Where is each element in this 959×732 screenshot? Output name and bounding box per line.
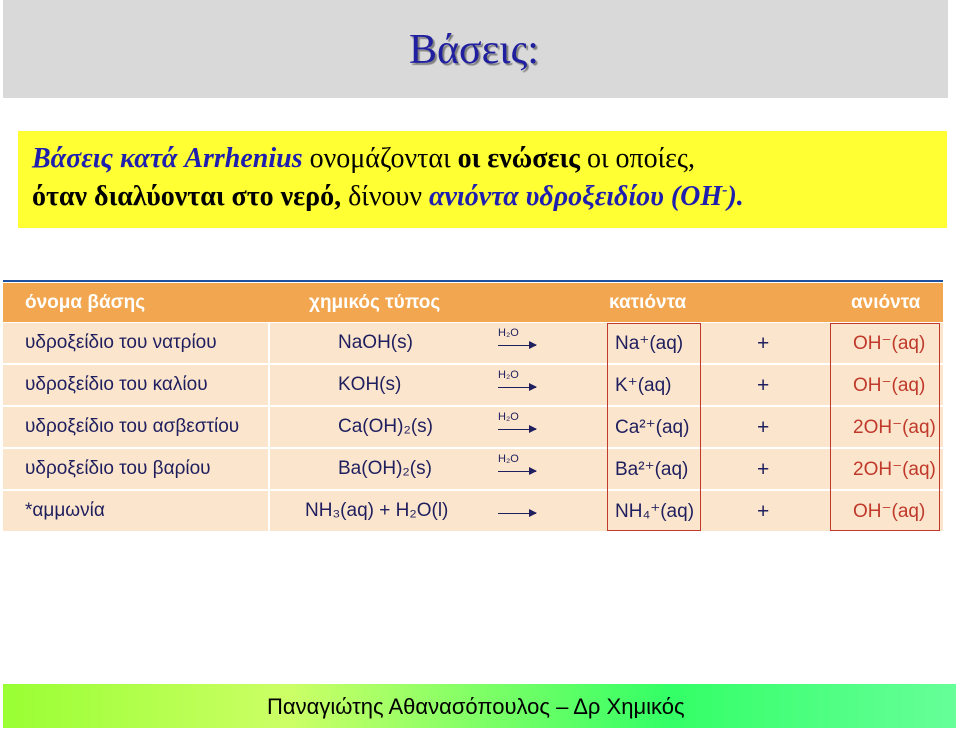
plus-sign: + [757,458,770,481]
definition-hydroxide-charge: - [722,181,728,199]
definition-term: Βάσεις κατά Arrhenius [32,143,303,174]
header-cations: κατιόντα [609,292,687,313]
definition-emphasis: όταν διαλύονται στο νερό, [32,181,342,212]
footer-bar [3,684,956,728]
definition-text: ονομάζονται [302,143,458,174]
cation: Na⁺(aq) [615,333,684,354]
plus-sign: + [757,500,770,523]
plus-sign: + [757,416,770,439]
table-row [3,407,943,447]
arrow-icon [498,471,536,472]
anion: 2OH⁻(aq) [853,459,936,480]
chemical-formula: NH₃(aq) + H₂O(l) [305,500,449,521]
cation: Ca²⁺(aq) [615,417,690,438]
header-anions: ανιόντα [851,292,921,313]
chemical-formula: NaOH(s) [338,332,413,353]
arrow-label: H₂O [498,411,519,423]
arrow-icon [498,429,536,430]
anion: OH⁻(aq) [853,501,926,522]
table-row [3,323,943,363]
arrow-icon [498,387,536,388]
header-formula: χημικός τύπος [309,292,441,313]
chemical-formula: Ba(OH)₂(s) [338,458,432,479]
plus-sign: + [757,374,770,397]
base-name: υδροξείδιο του νατρίου [25,332,217,353]
slide-title: Βάσεις: [409,27,539,73]
footer-author: Παναγιώτης Αθανασόπουλος – Δρ Χημικός [267,694,685,719]
definition-hydroxide-end: ). [727,181,744,212]
definition-box [18,131,947,228]
anion: OH⁻(aq) [853,375,926,396]
dissociation-arrow [498,411,536,430]
plus-sign: + [757,332,770,355]
arrow-label: H₂O [498,369,519,381]
table-row [3,449,943,489]
base-name: υδροξείδιο του ασβεστίου [25,416,240,437]
table-row [3,365,943,405]
cation: K⁺(aq) [615,375,672,396]
table-header [3,283,943,322]
bases-table [3,280,943,530]
cations-highlight-box [607,323,701,531]
arrow-icon [498,345,536,346]
base-name: υδροξείδιο του καλίου [25,374,208,395]
arrow-label: H₂O [498,327,519,339]
base-name: υδροξείδιο του βαρίου [25,458,211,479]
title-bar [3,0,948,98]
definition-hydroxide: ανιόντα υδροξειδίου (OH [429,181,723,212]
dissociation-arrow [498,327,536,346]
anions-highlight-box [830,323,940,531]
chemical-formula: Ca(OH)₂(s) [338,416,433,437]
definition-text: δίνουν [341,181,430,212]
base-name: *αμμωνία [25,500,105,521]
cation: NH₄⁺(aq) [615,501,695,522]
definition-text: οι οποίες, [579,143,695,174]
table-top-rule [3,280,943,282]
column-divider [268,323,270,531]
definition-emphasis: οι ενώσεις [457,143,580,174]
table-row [3,491,943,531]
arrow-label: H₂O [498,453,519,465]
definition-line-2 [32,181,744,213]
anion: OH⁻(aq) [853,333,926,354]
arrow-icon [498,513,536,514]
cation: Ba²⁺(aq) [615,459,689,480]
header-base-name: όνομα βάσης [25,292,146,313]
dissociation-arrow [498,495,536,514]
chemical-formula: KOH(s) [338,374,402,395]
anion: 2OH⁻(aq) [853,417,936,438]
dissociation-arrow [498,453,536,472]
definition-line-1 [32,143,695,175]
dissociation-arrow [498,369,536,388]
